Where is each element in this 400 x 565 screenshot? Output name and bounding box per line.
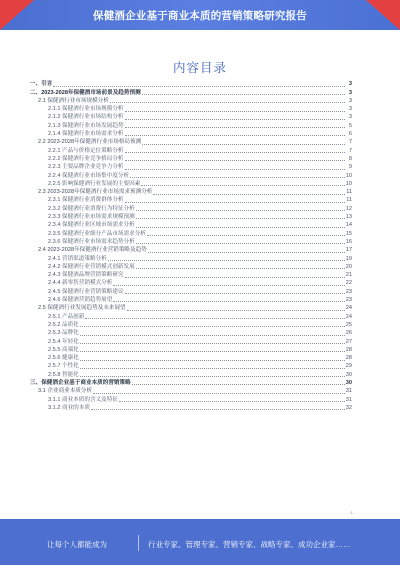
toc-leader-dots (119, 401, 345, 402)
toc-leader-dots (153, 194, 345, 195)
toc-leader-dots (136, 227, 345, 228)
toc-entry[interactable] (30, 287, 352, 295)
toc-entry[interactable] (30, 204, 352, 212)
toc-heading: 内容目录 (172, 61, 227, 75)
toc-entry-page: 24 (345, 305, 352, 312)
table-of-contents (30, 80, 352, 412)
toc-entry-page: 30 (345, 379, 352, 386)
toc-entry[interactable] (30, 263, 352, 271)
page-marker: -1- (349, 510, 354, 515)
toc-entry[interactable] (30, 304, 352, 312)
toc-entry-page: 20 (345, 263, 352, 270)
toc-entry-label: 2.1.4 保健酒行业市场需求分析 (48, 131, 124, 138)
toc-entry-page: 9 (348, 164, 352, 171)
toc-entry-page: 10 (345, 180, 352, 187)
toc-entry-page: 17 (345, 247, 352, 254)
toc-entry-label: 2.1.3 保健酒行业市场发展趋势 (48, 122, 124, 129)
toc-leader-dots (136, 268, 345, 269)
toc-entry-label: 2.2.5 影响保健酒行业发展的主要因素 (48, 180, 141, 187)
toc-leader-dots (142, 94, 345, 95)
toc-leader-dots (53, 86, 345, 87)
toc-entry[interactable] (30, 246, 352, 254)
toc-entry[interactable] (30, 155, 352, 163)
toc-entry-label: 2.3 2023-2028年保健酒行业市场需求预测分析 (38, 189, 153, 196)
footer-divider (138, 535, 139, 551)
header-red-corner-right (366, 0, 400, 30)
toc-leader-dots (80, 351, 345, 352)
toc-entry-page: 25 (345, 321, 352, 328)
toc-entry-page: 28 (345, 346, 352, 353)
toc-leader-dots (80, 326, 345, 327)
toc-leader-dots (125, 119, 345, 120)
toc-entry-label: 2.3.5 保健酒行业细分产品市场需求分析 (48, 230, 146, 237)
toc-entry-page: 28 (345, 355, 352, 362)
toc-entry-label: 2.2.3 主要品牌企业竞争力分析 (48, 164, 124, 171)
toc-entry-page: 14 (345, 222, 352, 229)
toc-entry[interactable] (30, 346, 352, 354)
toc-entry[interactable] (30, 97, 352, 105)
header-red-corner-left (0, 0, 34, 30)
toc-entry[interactable] (30, 138, 352, 146)
toc-leader-dots (80, 368, 345, 369)
toc-leader-dots (148, 252, 345, 253)
toc-leader-dots (80, 360, 345, 361)
toc-entry-label: 2.5.4 年轻化 (48, 338, 79, 345)
toc-leader-dots (125, 160, 345, 161)
toc-entry-label: 2.3.3 保健酒行业市场需求规模预测 (48, 214, 135, 221)
toc-leader-dots (125, 202, 345, 203)
toc-entry-label: 2.3.2 保健酒行业消费行为特征分析 (48, 205, 135, 212)
toc-entry-label: 2.4.3 保健酒品牌营销策略研究 (48, 272, 124, 279)
toc-leader-dots (125, 169, 345, 170)
toc-leader-dots (130, 177, 345, 178)
toc-leader-dots (147, 235, 345, 236)
toc-entry-label: 2.5 保健酒行业发展趋势及未来展望 (38, 305, 126, 312)
toc-entry-label: 2.1.2 保健酒行业市场结构分析 (48, 114, 124, 121)
toc-entry-label: 2.3.1 保健酒行业消费群体分析 (48, 197, 124, 204)
toc-entry[interactable] (30, 254, 352, 262)
toc-entry-label: 2.5.2 品质化 (48, 321, 79, 328)
toc-entry[interactable] (30, 229, 352, 237)
footer-slogan-right: 行业专家、管理专家、营销专家、战略专家、成功企业家…… (148, 540, 351, 549)
toc-entry-page: 11 (346, 189, 352, 196)
toc-entry-page: 31 (345, 396, 352, 403)
toc-entry-page: 3 (348, 89, 352, 96)
header-banner (0, 0, 400, 30)
toc-entry-page: 24 (345, 313, 352, 320)
toc-entry-label: 3.1.1 商业本质的含义及特征 (48, 396, 118, 403)
toc-leader-dots (80, 376, 345, 377)
toc-leader-dots (113, 301, 344, 302)
toc-entry-page: 31 (345, 388, 352, 395)
toc-entry[interactable] (30, 213, 352, 221)
footer-slogan-left: 让每个人都能成为 (47, 540, 107, 549)
toc-entry-label: 2.2.2 保健酒行业竞争格局分析 (48, 155, 124, 162)
toc-entry[interactable] (30, 395, 352, 403)
toc-entry[interactable] (30, 171, 352, 179)
toc-entry-label: 2.1 保健酒行业市场规模分析 (38, 97, 109, 104)
toc-entry[interactable] (30, 337, 352, 345)
toc-entry-page: 21 (345, 272, 352, 279)
toc-entry-page: 15 (345, 230, 352, 237)
toc-entry-page: 32 (345, 404, 352, 411)
toc-entry[interactable] (30, 163, 352, 171)
toc-entry-label: 2.4 2023-2028年保健酒行业营销策略及趋势 (38, 247, 147, 254)
toc-leader-dots (80, 343, 345, 344)
toc-entry-page: 23 (345, 288, 352, 295)
toc-entry-page: 8 (348, 155, 352, 162)
toc-leader-dots (136, 218, 345, 219)
toc-entry-label: 2.3.4 保健酒行业区域市场需求分析 (48, 222, 135, 229)
toc-entry-label: 二、2023-2028年保健酒市场前景及趋势预测 (30, 89, 141, 96)
toc-leader-dots (125, 277, 345, 278)
toc-entry[interactable] (30, 321, 352, 329)
toc-entry-page: 3 (348, 81, 352, 88)
toc-leader-dots (127, 310, 345, 311)
toc-entry[interactable] (30, 279, 352, 287)
toc-entry-page: 16 (345, 238, 352, 245)
toc-entry-page: 3 (348, 114, 352, 121)
toc-leader-dots (93, 393, 345, 394)
toc-entry-label: 2.4.6 保健酒营销趋势展望 (48, 297, 113, 304)
toc-entry[interactable] (30, 387, 352, 395)
toc-entry[interactable] (30, 121, 352, 129)
toc-entry[interactable] (30, 130, 352, 138)
toc-leader-dots (125, 127, 345, 128)
toc-entry-label: 2.2.1 产品与价格定位策略分析 (48, 147, 124, 154)
toc-entry[interactable] (30, 354, 352, 362)
toc-entry-page: 23 (345, 297, 352, 304)
toc-entry[interactable] (30, 80, 352, 88)
toc-entry[interactable] (30, 188, 352, 196)
toc-entry[interactable] (30, 113, 352, 121)
report-title: 保健酒企业基于商业本质的营销策略研究报告 (93, 9, 307, 22)
toc-leader-dots (125, 152, 345, 153)
toc-entry[interactable] (30, 362, 352, 370)
toc-entry-page: 26 (345, 330, 352, 337)
toc-entry-page: 10 (345, 172, 352, 179)
toc-entry-page: 19 (345, 255, 352, 262)
toc-entry-page: 27 (345, 338, 352, 345)
toc-leader-dots (125, 293, 345, 294)
toc-entry[interactable] (30, 238, 352, 246)
toc-entry[interactable] (30, 221, 352, 229)
toc-entry[interactable] (30, 296, 352, 304)
toc-entry-page: 7 (348, 139, 352, 146)
toc-leader-dots (110, 102, 345, 103)
toc-leader-dots (141, 185, 344, 186)
toc-leader-dots (91, 409, 345, 410)
toc-entry-label: 2.4.2 保健酒行业营销模式创新发展 (48, 263, 135, 270)
toc-entry-label: 2.4.1 营销渠道策略分析 (48, 255, 107, 262)
toc-entry[interactable] (30, 88, 352, 96)
toc-entry-page: 7 (348, 147, 352, 154)
toc-entry-label: 2.5.1 产品创新 (48, 313, 85, 320)
toc-entry-label: 2.5.5 高端化 (48, 346, 79, 353)
toc-entry-page: 29 (345, 363, 352, 370)
toc-entry-page: 12 (345, 205, 352, 212)
toc-leader-dots (125, 135, 345, 136)
toc-entry[interactable] (30, 404, 352, 412)
toc-entry[interactable] (30, 379, 352, 387)
toc-entry-label: 三、保健酒企业基于商业本质的营销策略 (30, 379, 131, 386)
toc-entry[interactable] (30, 196, 352, 204)
toc-leader-dots (108, 260, 345, 261)
toc-entry-label: 2.2 2023-2028年保健酒行业市场格局预测 (38, 139, 142, 146)
toc-entry-label: 2.3.6 保健酒行业市场需求趋势分析 (48, 238, 135, 245)
toc-leader-dots (142, 144, 345, 145)
toc-entry-page: 6 (348, 131, 352, 138)
toc-entry-label: 2.1.1 保健酒行业市场规模分析 (48, 106, 124, 113)
toc-entry-label: 2.2.4 保健酒行业市场集中度分析 (48, 172, 130, 179)
toc-leader-dots (136, 243, 345, 244)
toc-entry-label: 2.5.8 智能化 (48, 371, 79, 378)
toc-leader-dots (80, 335, 345, 336)
toc-leader-dots (132, 384, 345, 385)
toc-entry[interactable] (30, 312, 352, 320)
toc-entry[interactable] (30, 105, 352, 113)
toc-entry-label: 2.4.5 保健酒行业营销策略建议 (48, 288, 124, 295)
toc-leader-dots (85, 318, 344, 319)
toc-entry-page: 3 (348, 97, 352, 104)
toc-leader-dots (113, 285, 344, 286)
footer-banner (0, 519, 400, 565)
toc-entry-page: 30 (345, 371, 352, 378)
toc-entry-label: 3.1.2 商业的本质 (48, 404, 90, 411)
toc-entry-label: 一、引言 (30, 81, 53, 88)
toc-entry[interactable] (30, 146, 352, 154)
toc-leader-dots (136, 210, 345, 211)
toc-entry[interactable] (30, 271, 352, 279)
toc-entry-label: 2.5.6 健康化 (48, 355, 79, 362)
toc-entry-page: 11 (346, 197, 352, 204)
toc-entry-page: 22 (345, 280, 352, 287)
toc-entry-page: 5 (348, 122, 352, 129)
toc-entry-label: 2.5.7 个性化 (48, 363, 79, 370)
toc-leader-dots (125, 111, 345, 112)
toc-entry-label: 3.1 企业商业本质分析 (38, 388, 93, 395)
toc-entry[interactable] (30, 329, 352, 337)
toc-entry-page: 13 (345, 214, 352, 221)
toc-entry[interactable] (30, 180, 352, 188)
toc-entry-page: 3 (348, 106, 352, 113)
toc-entry-label: 2.4.4 新零售营销模式分析 (48, 280, 113, 287)
toc-entry-label: 2.5.3 品牌化 (48, 330, 79, 337)
toc-entry[interactable] (30, 370, 352, 378)
